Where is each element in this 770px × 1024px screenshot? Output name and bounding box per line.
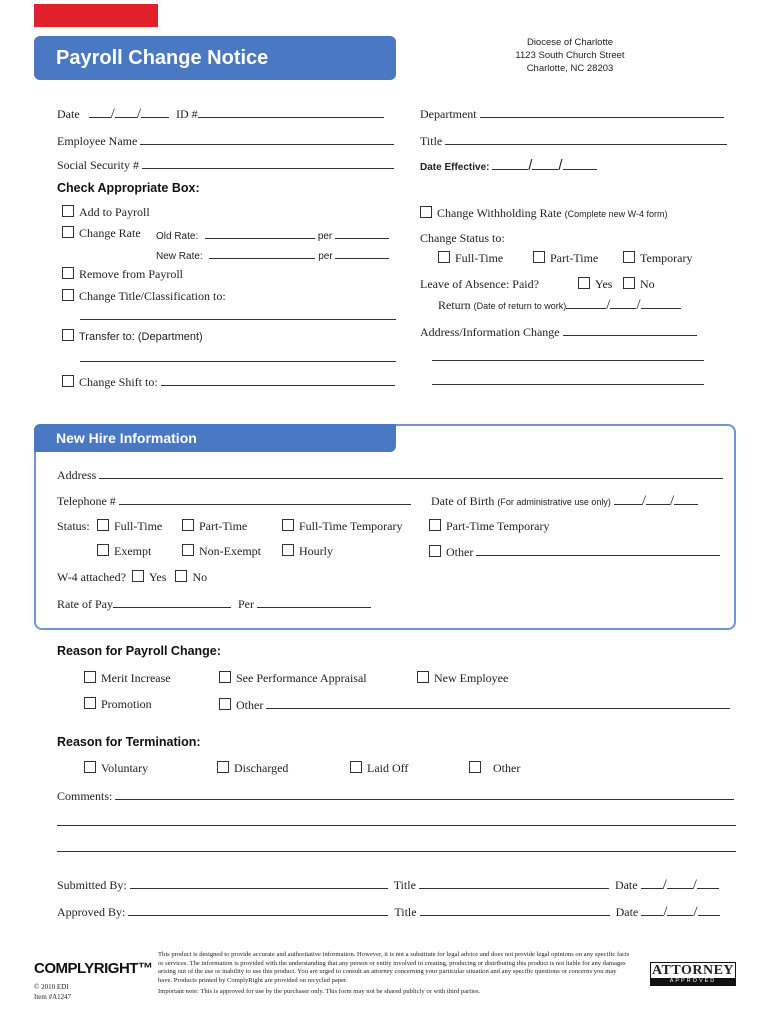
voluntary-checkbox[interactable] bbox=[84, 761, 96, 773]
date-effective-row bbox=[420, 157, 597, 174]
new-hire-heading: New Hire Information bbox=[34, 424, 396, 452]
approved-by-label: Approved By: bbox=[57, 905, 126, 919]
change-status-label: Change Status to: bbox=[420, 231, 505, 245]
promotion-label: Promotion bbox=[101, 697, 152, 711]
laid-off-option[interactable] bbox=[350, 761, 408, 776]
nh-w4-label: W-4 attached? bbox=[57, 570, 126, 584]
nh-hourly-option[interactable] bbox=[282, 544, 333, 559]
nh-address-label: Address bbox=[57, 468, 97, 482]
nh-hourly-checkbox[interactable] bbox=[282, 544, 294, 556]
per-label: per bbox=[317, 231, 333, 242]
full-time-label: Full-Time bbox=[455, 251, 504, 265]
date-slash: / bbox=[558, 157, 563, 174]
leave-no-label: No bbox=[640, 277, 655, 291]
complyright-logo: COMPLYRIGHT™ bbox=[34, 960, 153, 977]
change-withholding-option[interactable] bbox=[420, 206, 667, 221]
title-field[interactable] bbox=[445, 133, 727, 145]
nh-dob-row bbox=[431, 493, 698, 510]
nh-exempt-option[interactable] bbox=[97, 544, 151, 559]
ssn-row bbox=[57, 157, 394, 173]
footer-meta bbox=[34, 982, 71, 1002]
change-rate-option[interactable] bbox=[62, 226, 141, 241]
date-slash: / bbox=[136, 106, 141, 122]
nh-per-field[interactable] bbox=[257, 596, 371, 608]
nh-non-exempt-checkbox[interactable] bbox=[182, 544, 194, 556]
new-rate-row bbox=[156, 247, 389, 262]
nh-full-time-temp-option[interactable] bbox=[282, 519, 403, 534]
id-label: ID # bbox=[176, 107, 198, 121]
termination-other-checkbox[interactable] bbox=[469, 761, 481, 773]
nh-full-time-option[interactable] bbox=[97, 519, 162, 534]
address-change-line-3[interactable] bbox=[432, 384, 704, 385]
employee-name-label: Employee Name bbox=[57, 134, 138, 148]
nh-rate-label: Rate of Pay bbox=[57, 597, 113, 611]
date-slash: / bbox=[693, 904, 698, 920]
submitted-by-label: Submitted By: bbox=[57, 878, 127, 892]
termination-other-option[interactable] bbox=[469, 761, 520, 776]
transfer-field[interactable] bbox=[80, 361, 396, 362]
nh-w4-no-checkbox[interactable] bbox=[175, 570, 187, 582]
date-field-year[interactable] bbox=[141, 106, 169, 118]
return-year[interactable] bbox=[641, 297, 681, 309]
red-tab bbox=[34, 4, 158, 27]
date-field-month[interactable] bbox=[89, 106, 111, 118]
change-title-field[interactable] bbox=[80, 319, 396, 320]
payroll-other-label: Other bbox=[236, 698, 264, 712]
nh-exempt-label: Exempt bbox=[114, 544, 152, 558]
address-change-field[interactable] bbox=[563, 324, 697, 336]
comments-field[interactable] bbox=[115, 788, 734, 800]
nh-dob-label: Date of Birth bbox=[431, 494, 495, 508]
performance-label: See Performance Appraisal bbox=[236, 671, 367, 685]
part-time-checkbox[interactable] bbox=[533, 251, 545, 263]
nh-part-time-label: Part-Time bbox=[199, 519, 248, 533]
status-full-time-option[interactable] bbox=[438, 251, 503, 266]
date-slash: / bbox=[641, 493, 647, 509]
page-title: Payroll Change Notice bbox=[34, 36, 396, 80]
approved-title-label: Title bbox=[394, 905, 417, 919]
new-rate-field[interactable] bbox=[209, 247, 315, 259]
submitted-date-month[interactable] bbox=[641, 877, 663, 889]
nh-other-checkbox[interactable] bbox=[429, 545, 441, 557]
submitted-date-year[interactable] bbox=[697, 877, 719, 889]
nh-part-time-checkbox[interactable] bbox=[182, 519, 194, 531]
temporary-checkbox[interactable] bbox=[623, 251, 635, 263]
id-field[interactable] bbox=[198, 106, 384, 118]
nh-part-time-option[interactable] bbox=[182, 519, 247, 534]
nh-full-time-temp-checkbox[interactable] bbox=[282, 519, 294, 531]
old-rate-label: Old Rate: bbox=[156, 231, 199, 242]
date-slash: / bbox=[636, 297, 641, 313]
new-employee-option[interactable] bbox=[417, 671, 508, 686]
old-rate-row bbox=[156, 227, 389, 242]
status-temporary-option[interactable] bbox=[623, 251, 692, 266]
change-shift-option[interactable] bbox=[62, 374, 395, 390]
nh-address-field[interactable] bbox=[99, 467, 723, 479]
return-row bbox=[438, 297, 681, 314]
comments-line-3[interactable] bbox=[57, 851, 736, 852]
discharged-checkbox[interactable] bbox=[217, 761, 229, 773]
reason-payroll-heading: Reason for Payroll Change: bbox=[57, 644, 221, 658]
discharged-label: Discharged bbox=[234, 761, 289, 775]
department-row bbox=[420, 106, 724, 122]
per-label: per bbox=[318, 251, 333, 262]
change-title-checkbox[interactable] bbox=[62, 289, 74, 301]
nh-non-exempt-label: Non-Exempt bbox=[199, 544, 261, 558]
disclaimer-text: This product is designed to provide accurate and authoritative information. However, it is not a substitute for legal advice and does not provide legal opinions on any specific facts or services. The information is provided with the understanding that any person or entity involved in creating, producing or distributing this product is not liable for any damages arising out of the use or inability to use this product. You are urged to consult an attorney concerning your particular situation and any specific questions or concerns you may have. Products printed by ComplyRight are provided on recycled paper. bbox=[158, 951, 630, 984]
promotion-option[interactable] bbox=[84, 697, 152, 712]
approved-title-field[interactable] bbox=[420, 904, 610, 916]
temporary-label: Temporary bbox=[640, 251, 693, 265]
transfer-label: Transfer to: (Department) bbox=[79, 331, 203, 343]
nh-address-row bbox=[57, 467, 723, 483]
old-rate-per-field[interactable] bbox=[335, 227, 389, 239]
title-label: Title bbox=[420, 134, 443, 148]
date-slash: / bbox=[670, 493, 675, 509]
change-shift-checkbox[interactable] bbox=[62, 375, 74, 387]
disclaimer bbox=[158, 951, 630, 997]
return-label: Return bbox=[438, 298, 471, 312]
nh-dob-day[interactable] bbox=[646, 493, 670, 505]
laid-off-label: Laid Off bbox=[367, 761, 409, 775]
new-employee-checkbox[interactable] bbox=[417, 671, 429, 683]
change-shift-field[interactable] bbox=[161, 374, 395, 386]
submitted-by-field[interactable] bbox=[130, 877, 388, 889]
return-note: (Date of return to work) bbox=[473, 301, 567, 311]
nh-rate-row bbox=[57, 596, 371, 612]
performance-checkbox[interactable] bbox=[219, 671, 231, 683]
leave-yes-option[interactable] bbox=[578, 277, 612, 292]
comments-row bbox=[57, 788, 734, 804]
submitted-by-row bbox=[57, 877, 719, 894]
leave-yes-label: Yes bbox=[595, 277, 613, 291]
nh-hourly-label: Hourly bbox=[299, 544, 333, 558]
approved-by-row bbox=[57, 904, 720, 921]
change-rate-label: Change Rate bbox=[79, 226, 141, 240]
submitted-title-label: Title bbox=[393, 878, 416, 892]
date-effective-month[interactable] bbox=[492, 158, 528, 170]
submitted-date-label: Date bbox=[614, 878, 638, 892]
nh-per-label: Per bbox=[238, 597, 254, 611]
status-part-time-option[interactable] bbox=[533, 251, 598, 266]
item-number: Item #A1247 bbox=[34, 993, 72, 1001]
discharged-option[interactable] bbox=[217, 761, 288, 776]
w4-note: (Complete new W-4 form) bbox=[564, 209, 668, 219]
voluntary-label: Voluntary bbox=[101, 761, 149, 775]
nh-non-exempt-option[interactable] bbox=[182, 544, 261, 559]
full-time-checkbox[interactable] bbox=[438, 251, 450, 263]
approved-date-label: Date bbox=[615, 905, 639, 919]
copyright-text: © 2010 EDI bbox=[34, 983, 69, 991]
transfer-checkbox[interactable] bbox=[62, 329, 74, 341]
new-rate-per-field[interactable] bbox=[335, 247, 389, 259]
change-title-option[interactable] bbox=[62, 289, 226, 304]
return-day[interactable] bbox=[610, 297, 636, 309]
nh-dob-note: (For administrative use only) bbox=[497, 497, 611, 507]
remove-from-payroll-checkbox[interactable] bbox=[62, 267, 74, 279]
leave-no-checkbox[interactable] bbox=[623, 277, 635, 289]
date-effective-day[interactable] bbox=[532, 158, 558, 170]
merit-checkbox[interactable] bbox=[84, 671, 96, 683]
address-change-line-2[interactable] bbox=[432, 360, 704, 361]
comments-line-2[interactable] bbox=[57, 825, 736, 826]
date-slash: / bbox=[528, 157, 533, 174]
organization-address bbox=[496, 36, 644, 75]
approved-date-month[interactable] bbox=[641, 904, 663, 916]
change-withholding-label: Change Withholding Rate bbox=[437, 206, 562, 220]
address-change-label: Address/Information Change bbox=[420, 325, 560, 339]
change-shift-label: Change Shift to: bbox=[79, 375, 158, 389]
nh-other-label: Other bbox=[446, 545, 474, 559]
old-rate-field[interactable] bbox=[205, 227, 315, 239]
merit-option[interactable] bbox=[84, 671, 171, 686]
ssn-field[interactable] bbox=[142, 157, 394, 169]
leave-yes-checkbox[interactable] bbox=[578, 277, 590, 289]
remove-from-payroll-option[interactable] bbox=[62, 267, 183, 282]
part-time-label: Part-Time bbox=[550, 251, 599, 265]
date-effective-year[interactable] bbox=[563, 158, 597, 170]
approved-date-day[interactable] bbox=[667, 904, 693, 916]
nh-part-time-temp-label: Part-Time Temporary bbox=[446, 519, 550, 533]
merit-label: Merit Increase bbox=[101, 671, 171, 685]
nh-w4-row bbox=[57, 570, 207, 585]
performance-option[interactable] bbox=[219, 671, 367, 686]
reason-termination-heading: Reason for Termination: bbox=[57, 735, 201, 749]
promotion-checkbox[interactable] bbox=[84, 697, 96, 709]
payroll-other-option[interactable] bbox=[219, 697, 730, 713]
department-label: Department bbox=[420, 107, 477, 121]
badge-strip: APPROVED bbox=[651, 978, 735, 985]
remove-from-payroll-label: Remove from Payroll bbox=[79, 267, 183, 281]
date-slash: / bbox=[110, 106, 115, 122]
new-rate-label: New Rate: bbox=[156, 251, 203, 262]
nh-dob-month[interactable] bbox=[614, 493, 642, 505]
date-slash: / bbox=[692, 877, 697, 893]
nh-w4-yes-checkbox[interactable] bbox=[132, 570, 144, 582]
nh-full-time-label: Full-Time bbox=[114, 519, 163, 533]
date-slash: / bbox=[663, 904, 668, 920]
nh-w4-no-label: No bbox=[192, 570, 208, 584]
org-street: 1123 South Church Street bbox=[515, 50, 625, 61]
add-to-payroll-label: Add to Payroll bbox=[79, 205, 150, 219]
date-slash: / bbox=[662, 877, 667, 893]
approved-by-field[interactable] bbox=[128, 904, 388, 916]
check-box-heading: Check Appropriate Box: bbox=[57, 181, 200, 195]
comments-label: Comments: bbox=[57, 789, 113, 803]
nh-rate-field[interactable] bbox=[113, 596, 231, 608]
approved-date-year[interactable] bbox=[698, 904, 720, 916]
date-label: Date bbox=[57, 107, 80, 121]
laid-off-checkbox[interactable] bbox=[350, 761, 362, 773]
payroll-other-field[interactable] bbox=[266, 697, 730, 709]
transfer-option[interactable] bbox=[62, 329, 203, 344]
change-withholding-checkbox[interactable] bbox=[420, 206, 432, 218]
nh-telephone-field[interactable] bbox=[119, 493, 411, 505]
submitted-title-field[interactable] bbox=[419, 877, 609, 889]
leave-no-option[interactable] bbox=[623, 277, 655, 292]
attorney-approved-badge bbox=[650, 962, 736, 986]
address-change-row bbox=[420, 324, 697, 340]
date-row bbox=[57, 106, 384, 123]
employee-name-field[interactable] bbox=[140, 133, 394, 145]
submitted-date-day[interactable] bbox=[667, 877, 693, 889]
nh-part-time-temp-option[interactable] bbox=[429, 519, 549, 534]
new-employee-label: New Employee bbox=[434, 671, 509, 685]
department-field[interactable] bbox=[480, 106, 724, 118]
org-name: Diocese of Charlotte bbox=[526, 37, 614, 48]
badge-word: ATTORNEY bbox=[651, 963, 735, 978]
leave-paid-label: Leave of Absence: Paid? bbox=[420, 277, 539, 291]
return-month[interactable] bbox=[566, 297, 606, 309]
date-field-day[interactable] bbox=[115, 106, 137, 118]
date-slash: / bbox=[606, 297, 611, 313]
nh-other-option[interactable] bbox=[429, 544, 720, 560]
important-note: Important note: This is approved for use by the purchaser only. This form may not be shared publicly or with third parties. bbox=[158, 988, 481, 996]
ssn-label: Social Security # bbox=[57, 158, 139, 172]
nh-part-time-temp-checkbox[interactable] bbox=[429, 519, 441, 531]
nh-full-time-checkbox[interactable] bbox=[97, 519, 109, 531]
add-to-payroll-option[interactable] bbox=[62, 205, 150, 220]
add-to-payroll-checkbox[interactable] bbox=[62, 205, 74, 217]
nh-other-field[interactable] bbox=[476, 544, 720, 556]
date-effective-label: Date Effective: bbox=[420, 162, 490, 173]
payroll-other-checkbox[interactable] bbox=[219, 698, 231, 710]
nh-dob-year[interactable] bbox=[674, 493, 698, 505]
nh-status-label: Status: bbox=[57, 519, 90, 533]
change-title-label: Change Title/Classification to: bbox=[79, 289, 226, 303]
termination-other-label: Other bbox=[493, 761, 521, 775]
nh-telephone-label: Telephone # bbox=[57, 494, 116, 508]
org-city: Charlotte, NC 28203 bbox=[526, 63, 614, 74]
change-rate-checkbox[interactable] bbox=[62, 226, 74, 238]
nh-full-time-temp-label: Full-Time Temporary bbox=[299, 519, 403, 533]
voluntary-option[interactable] bbox=[84, 761, 148, 776]
nh-exempt-checkbox[interactable] bbox=[97, 544, 109, 556]
title-row bbox=[420, 133, 727, 149]
nh-w4-yes-label: Yes bbox=[148, 570, 167, 584]
employee-name-row bbox=[57, 133, 394, 149]
nh-telephone-row bbox=[57, 493, 411, 509]
